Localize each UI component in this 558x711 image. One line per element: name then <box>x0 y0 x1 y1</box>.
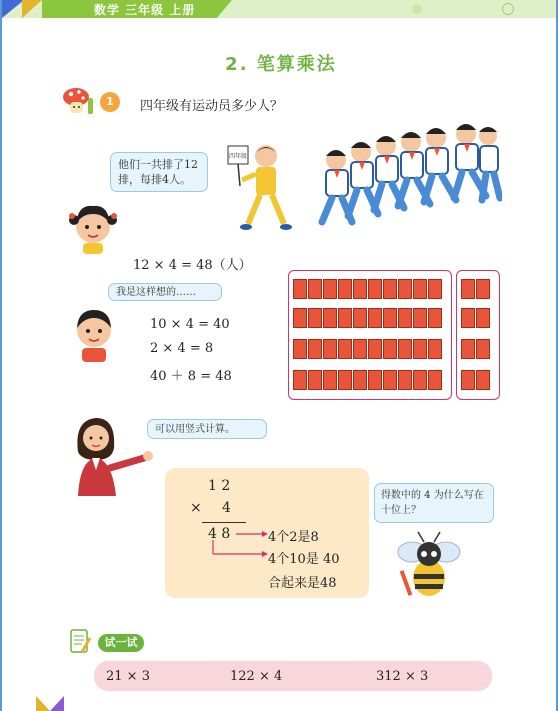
step-line: 10 × 4 = 40 <box>150 317 230 332</box>
try-it-label: 试一试 <box>98 634 144 652</box>
ones-block-row <box>461 370 490 390</box>
problem-number-badge: 1 <box>100 92 120 112</box>
calc-note: 4个2是8 <box>268 530 319 545</box>
step-line: 2 × 4 = 8 <box>150 341 214 356</box>
corner-decoration <box>22 0 42 18</box>
ten-block-row <box>293 279 442 299</box>
teacher-character-icon <box>70 412 156 498</box>
multiply-sign: × <box>190 500 202 516</box>
bee-character-icon <box>394 530 464 602</box>
calc-note: 4个10是 40 <box>268 552 340 567</box>
calc-note: 合起来是48 <box>268 576 337 591</box>
step-line: 40 ＋ 8 = 48 <box>150 369 232 384</box>
bee-speech-bubble: 得数中的 4 为什么写在十位上？ <box>374 483 494 523</box>
boy-speech-bubble: 我是这样想的…… <box>108 283 222 301</box>
girl-speech-bubble: 他们一共排了12排，每排4人。 <box>110 152 208 192</box>
main-equation: 12 × 4 = 48（人） <box>133 258 252 273</box>
calc-rule-line <box>202 522 246 523</box>
corner-decoration <box>50 696 64 711</box>
girl-character-icon <box>68 200 118 254</box>
corner-decoration <box>36 696 50 711</box>
tens-blocks-frame <box>288 270 452 400</box>
corner-decoration <box>2 0 24 18</box>
sign-boy-illustration <box>226 140 300 235</box>
decoration-dot <box>412 4 422 14</box>
ones-blocks-frame <box>456 270 500 400</box>
boy-character-icon <box>70 306 118 362</box>
multiplier: 4 <box>222 500 231 516</box>
decoration-circle <box>502 3 514 15</box>
marching-students-illustration <box>306 122 502 242</box>
sign-text: 四年级 <box>228 153 248 160</box>
header-title: 数学 三年级 上册 <box>94 3 196 17</box>
problem-question: 四年级有运动员多少人？ <box>140 99 284 114</box>
calc-arrows <box>210 530 270 586</box>
ones-block-row <box>461 339 490 359</box>
exercise-bar <box>94 661 492 691</box>
ones-block-row <box>461 308 490 328</box>
product: 4 8 <box>208 526 231 542</box>
exercise-item: 122 × 4 <box>230 669 283 684</box>
mushroom-character-icon <box>62 86 100 116</box>
section-title: 2. 笔算乘法 <box>225 54 337 75</box>
exercise-item: 312 × 3 <box>376 669 429 684</box>
ten-block-row <box>293 339 442 359</box>
teacher-speech-bubble: 可以用竖式计算。 <box>147 419 267 439</box>
header-bar <box>2 0 558 18</box>
exercise-item: 21 × 3 <box>106 669 150 684</box>
ones-block-row <box>461 279 490 299</box>
ten-block-row <box>293 308 442 328</box>
multiplicand: 1 2 <box>208 478 231 494</box>
ten-block-row <box>293 370 442 390</box>
notebook-pencil-icon <box>68 628 92 654</box>
